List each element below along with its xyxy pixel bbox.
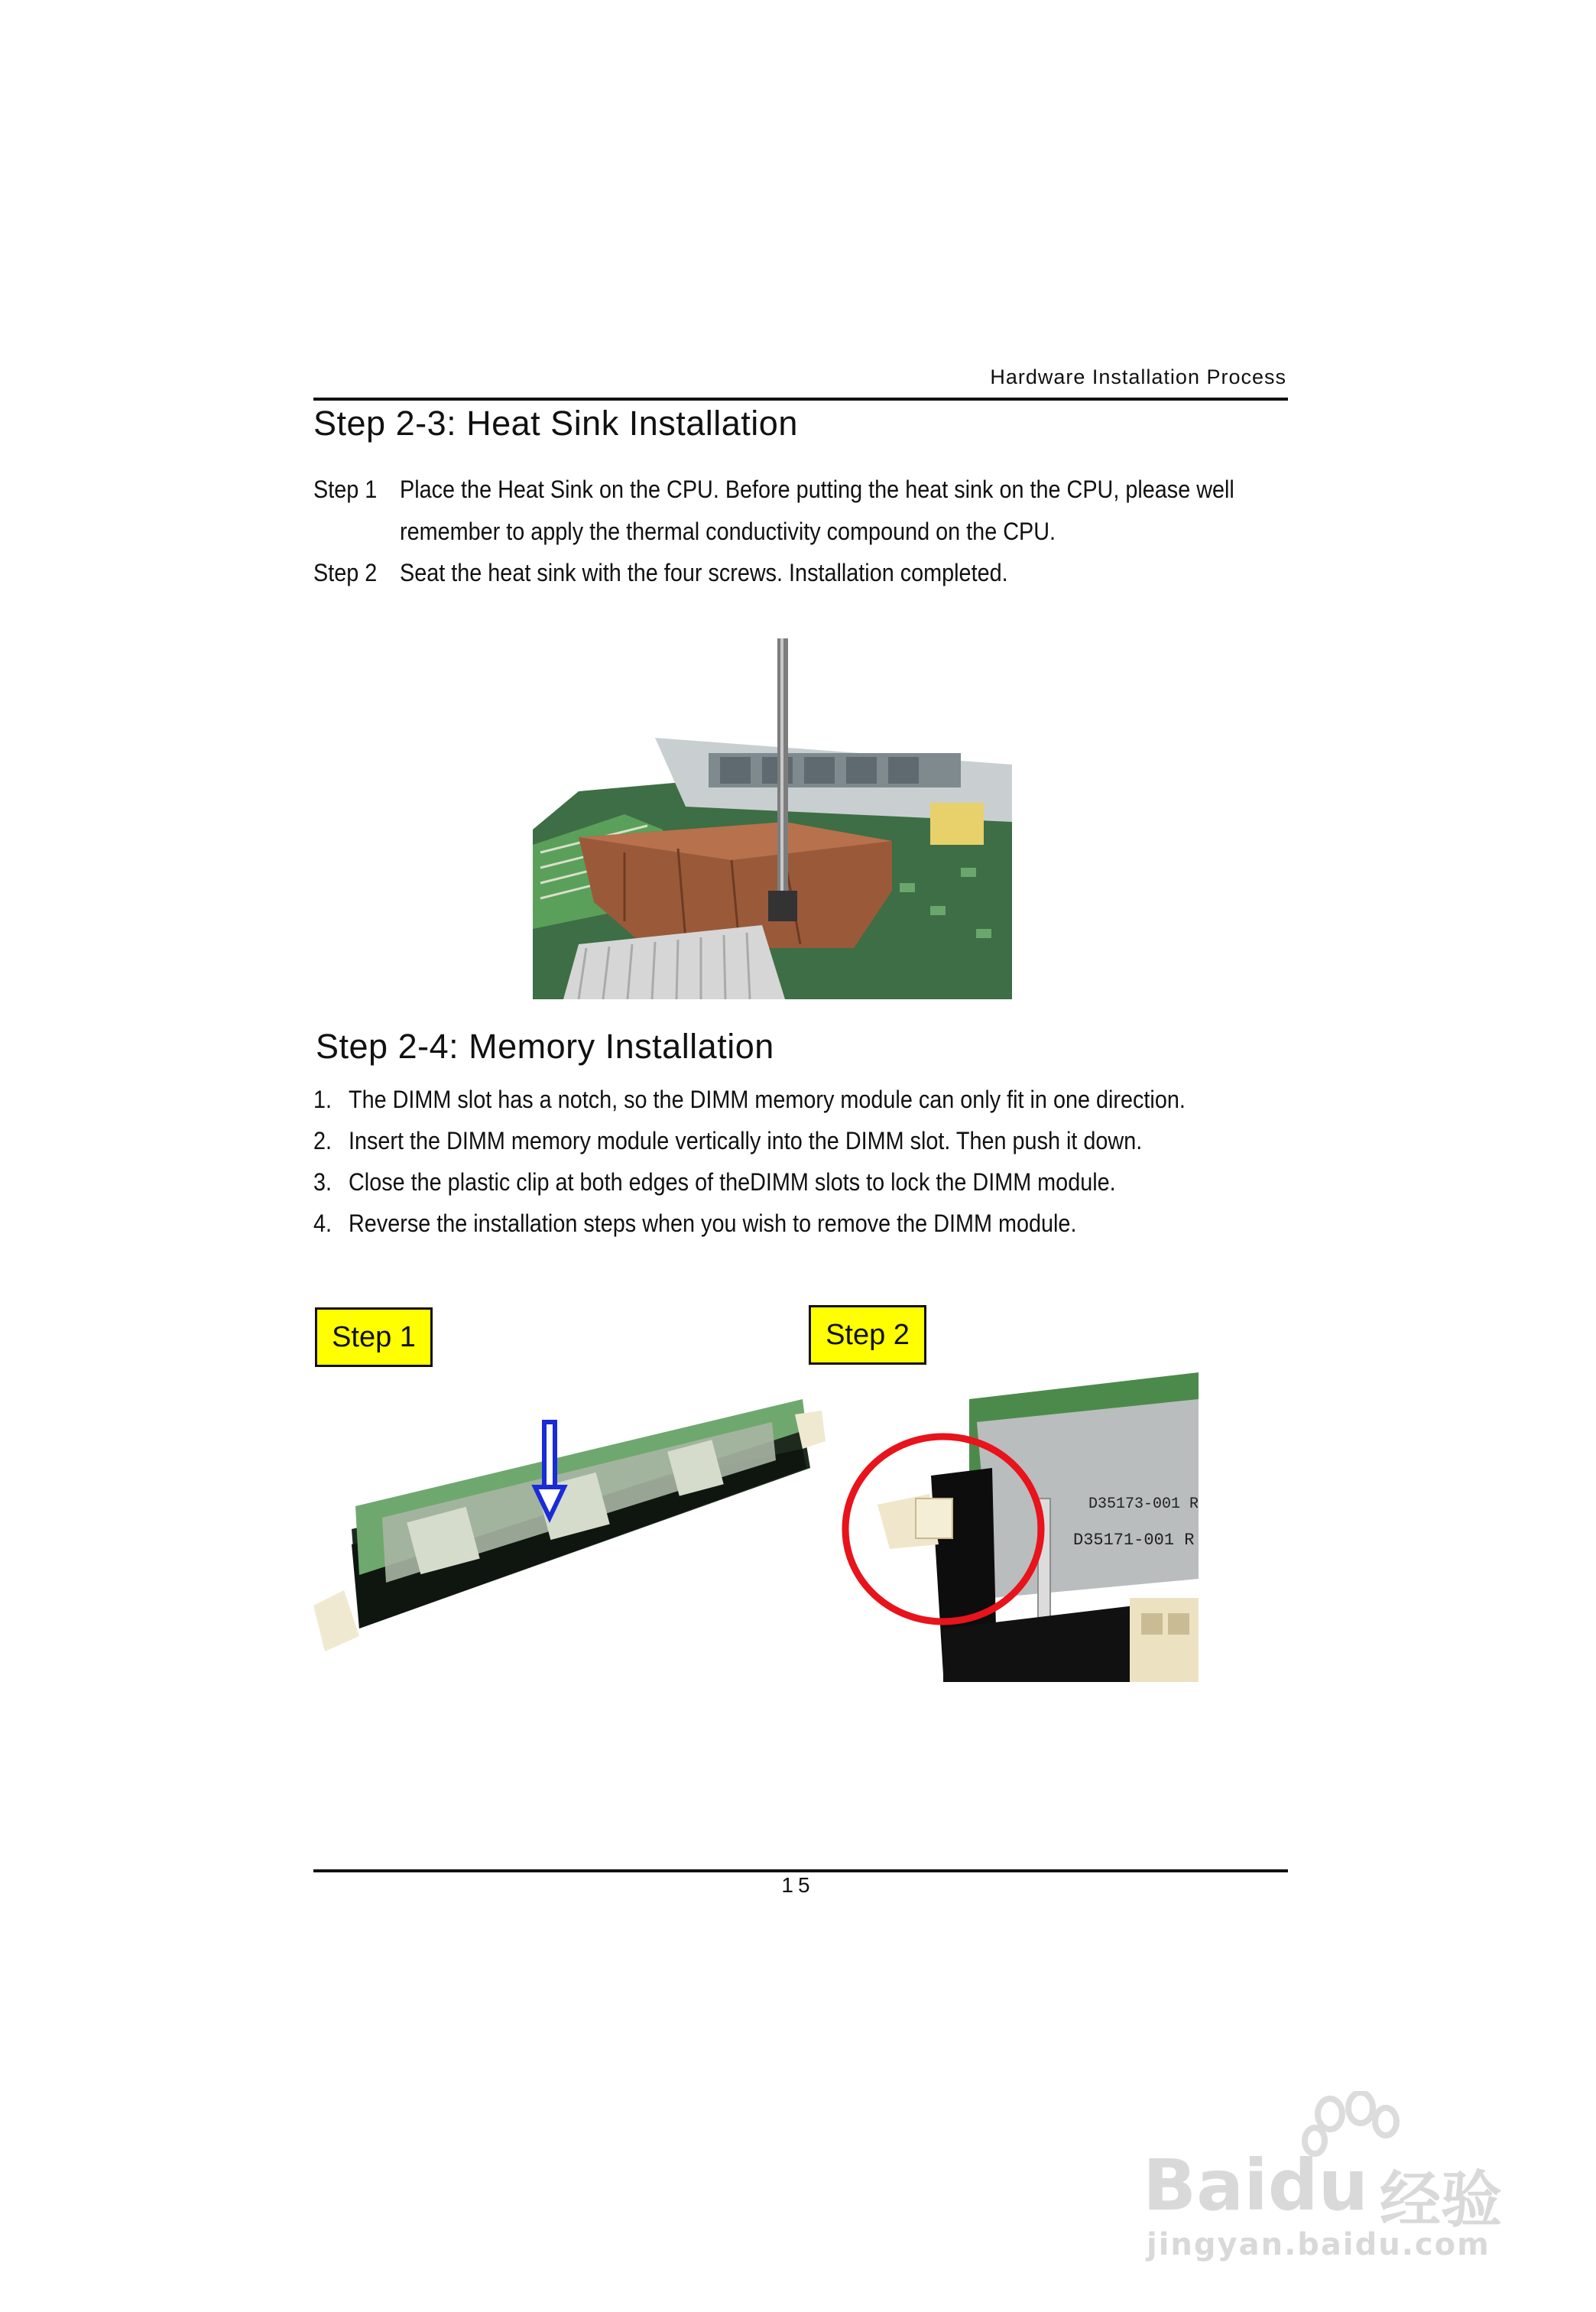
dimm-label-lower: D35171-001 R bbox=[1073, 1531, 1195, 1550]
memory-step1-tag: Step 1 bbox=[315, 1307, 433, 1367]
heatsink-photo bbox=[533, 638, 1012, 999]
memory-item-3-text: Close the plastic clip at both edges of theDIMM slots to lock the DIMM module. bbox=[349, 1168, 1116, 1196]
dimm-insert-photo bbox=[313, 1376, 833, 1659]
heatsink-step1-line2: remember to apply the thermal conductivity compound on the CPU. bbox=[400, 518, 1056, 545]
memory-item-4-num: 4. bbox=[313, 1210, 332, 1237]
memory-item-1-num: 1. bbox=[313, 1086, 332, 1113]
baidu-watermark bbox=[1143, 2091, 1510, 2262]
heatsink-title: Step 2-3: Heat Sink Installation bbox=[313, 404, 798, 443]
watermark-cn: 经验 bbox=[1380, 2164, 1502, 2236]
heatsink-photo-svg bbox=[533, 638, 1012, 999]
watermark-brand-tail: du bbox=[1267, 2145, 1369, 2226]
memory-item-2-num: 2. bbox=[313, 1127, 332, 1154]
memory-item-3-num: 3. bbox=[313, 1168, 332, 1196]
memory-title: Step 2-4: Memory Installation bbox=[316, 1027, 774, 1066]
header-rule bbox=[313, 398, 1288, 401]
heatsink-step1-line1: Place the Heat Sink on the CPU. Before putting the heat sink on the CPU, please well bbox=[400, 476, 1234, 503]
dimm-clip-photo bbox=[816, 1369, 1199, 1682]
dimm-insert-photo-svg bbox=[313, 1376, 833, 1659]
heatsink-step2-line1: Seat the heat sink with the four screws. Installation completed. bbox=[400, 559, 1008, 586]
dimm-clip-photo-svg bbox=[816, 1369, 1199, 1682]
running-header: Hardware Installation Process bbox=[990, 365, 1286, 388]
dimm-label-upper: D35173-001 R bbox=[1088, 1495, 1199, 1513]
watermark-brand: Bai bbox=[1143, 2145, 1268, 2226]
heatsink-step1-label: Step 1 bbox=[313, 476, 378, 503]
page-number: 15 bbox=[781, 1873, 815, 1897]
footer-rule bbox=[313, 1869, 1288, 1872]
watermark-url: jingyan.baidu.com bbox=[1147, 2227, 1491, 2262]
memory-item-1-text: The DIMM slot has a notch, so the DIMM memory module can only fit in one direction. bbox=[349, 1086, 1186, 1113]
memory-step2-tag: Step 2 bbox=[809, 1305, 926, 1365]
memory-item-2-text: Insert the DIMM memory module vertically into the DIMM slot. Then push it down. bbox=[349, 1127, 1143, 1154]
heatsink-step2-label: Step 2 bbox=[313, 559, 378, 586]
memory-item-4-text: Reverse the installation steps when you wish to remove the DIMM module. bbox=[349, 1210, 1077, 1237]
